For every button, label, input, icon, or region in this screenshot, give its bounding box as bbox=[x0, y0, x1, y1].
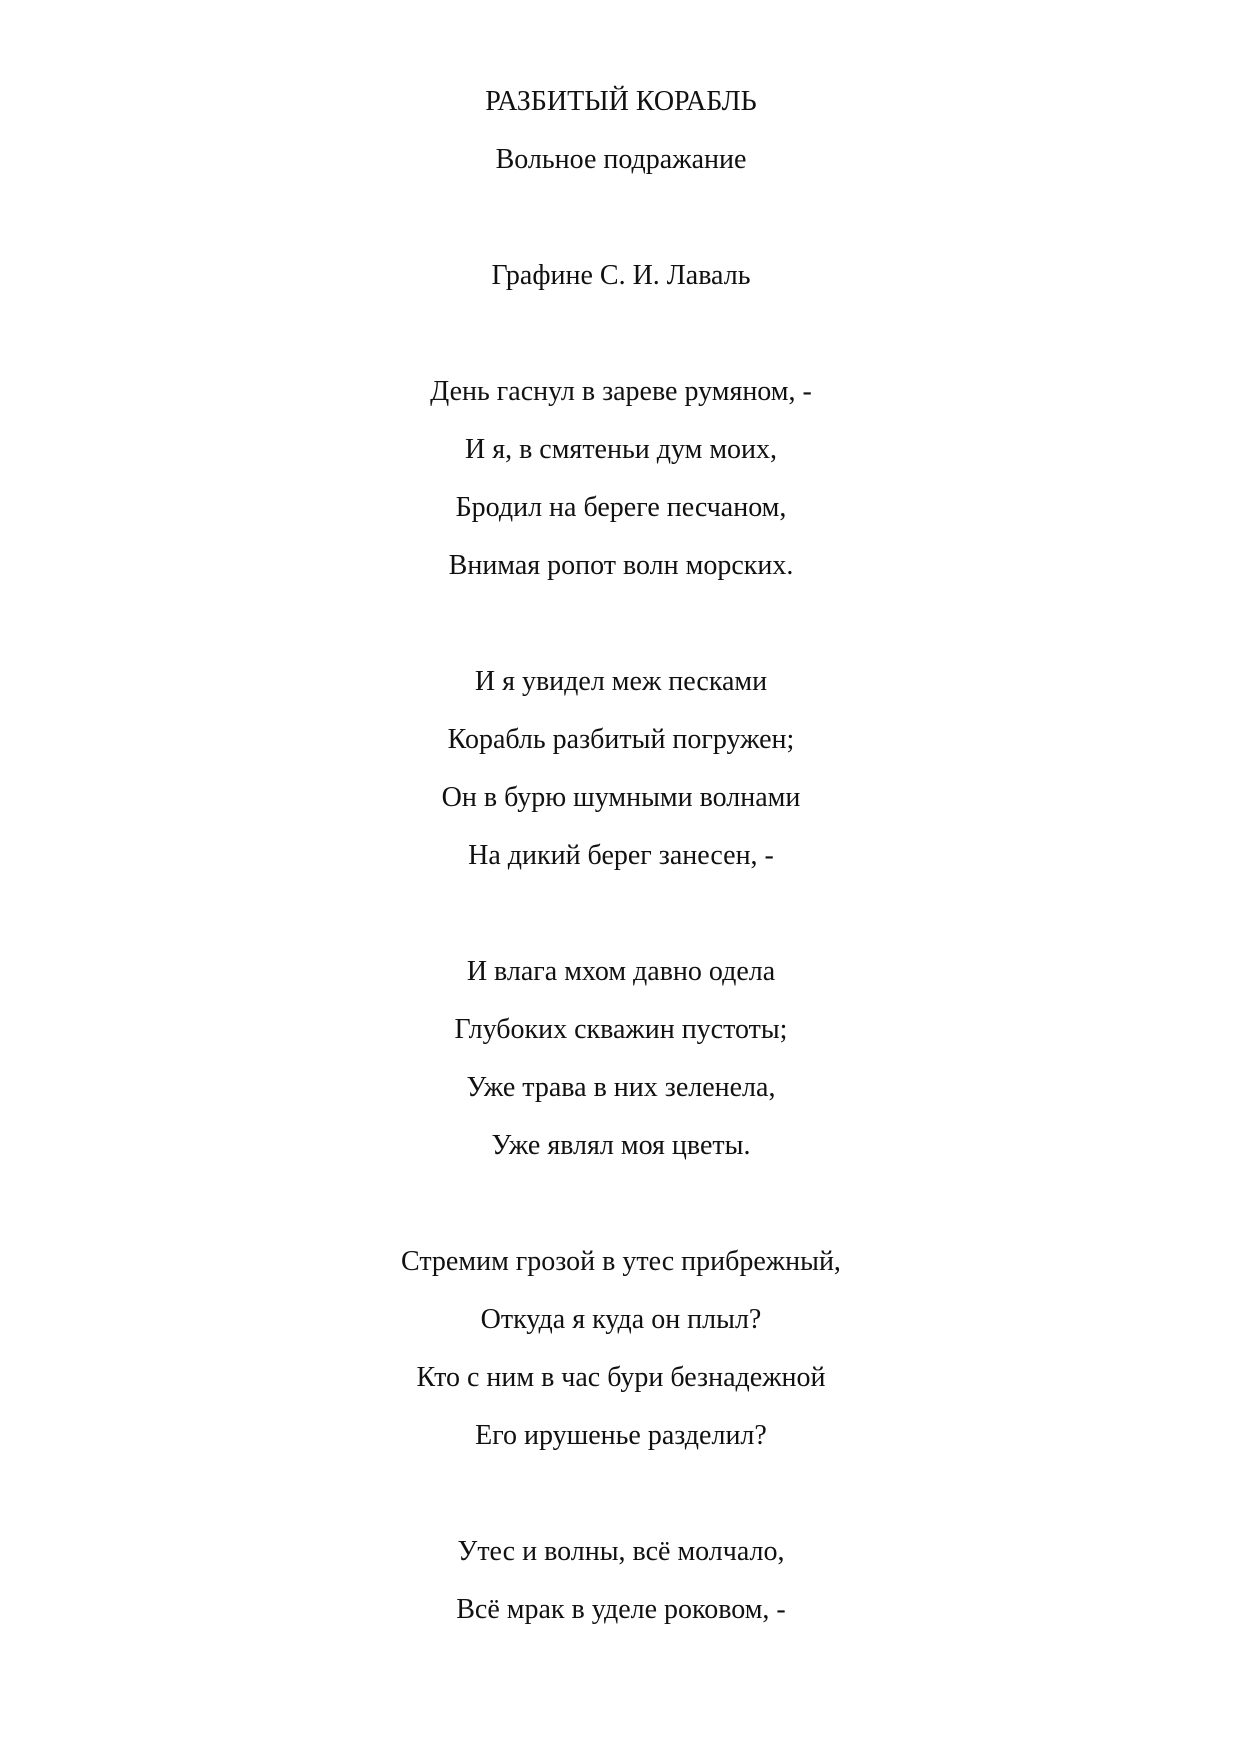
verse-line: Он в бурю шумными волнами bbox=[441, 782, 801, 813]
verse-line: День гаснул в зареве румяном, - bbox=[430, 376, 812, 407]
verse-line: Откуда я куда он плыл? bbox=[480, 1304, 762, 1335]
verse-line: Всё мрак в уделе роковом, - bbox=[456, 1594, 786, 1625]
verse-line: Уже являл моя цветы. bbox=[491, 1130, 751, 1161]
verse-line: Корабль разбитый погружен; bbox=[447, 724, 795, 755]
verse-line: Внимая ропот волн морских. bbox=[448, 550, 794, 581]
verse-line: Утес и волны, всё молчало, bbox=[457, 1536, 785, 1567]
verse-line: Кто с ним в час бури безнадежной bbox=[416, 1362, 826, 1393]
verse-line: Глубоких скважин пустоты; bbox=[454, 1014, 788, 1045]
verse-line: И влага мхом давно одела bbox=[466, 956, 776, 987]
verse-line: Стремим грозой в утес прибрежный, bbox=[401, 1246, 841, 1277]
verse-line: Бродил на береге песчаном, bbox=[455, 492, 787, 523]
verse-line: Уже трава в них зеленела, bbox=[466, 1072, 776, 1103]
poem-dedication: Графине С. И. Лаваль bbox=[491, 260, 751, 291]
verse-line: Его ирушенье разделил? bbox=[475, 1420, 767, 1451]
verse-line: И я увидел меж песками bbox=[474, 666, 768, 697]
verse-line: На дикий берег занесен, - bbox=[468, 840, 774, 871]
verse-line: И я, в смятеньи дум моих, bbox=[464, 434, 778, 465]
poem-title: РАЗБИТЫЙ КОРАБЛЬ bbox=[485, 86, 757, 117]
poem-subtitle: Вольное подражание bbox=[495, 144, 747, 175]
